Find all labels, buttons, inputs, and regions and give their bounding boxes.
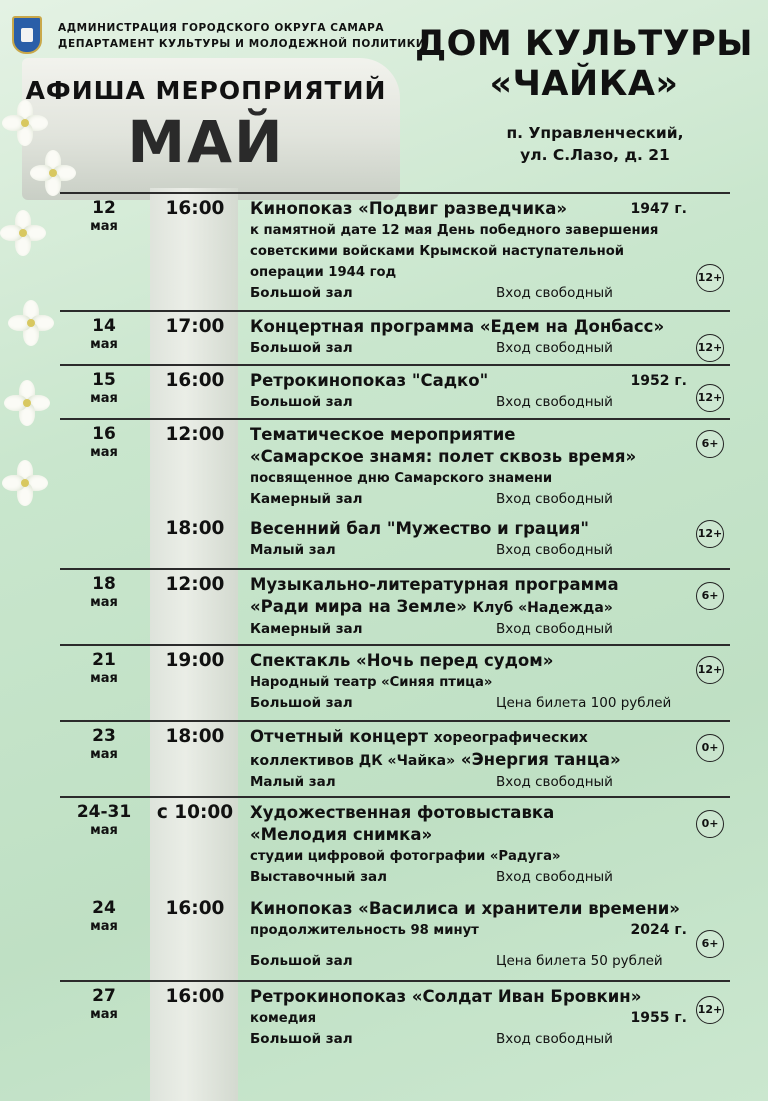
event-hall: Большой зал [250, 695, 353, 711]
event-schedule [60, 192, 730, 1060]
event-title: Концертная программа «Едем на Донбасс» [250, 317, 665, 336]
age-rating-badge: 12+ [696, 656, 724, 684]
event-description: советскими войсками Крымской наступательной [250, 244, 625, 259]
event-subtitle [250, 749, 695, 772]
event-year: 1947 г. [630, 201, 687, 217]
event-entry: Вход свободный [496, 491, 613, 507]
event-title: Ретрокинопоказ «Солдат Иван Бровкин» [250, 987, 642, 1006]
event-time: 16:00 [165, 370, 225, 391]
event-title-extra: хореографических [433, 730, 588, 746]
address-line1: п. Управленческий, [506, 124, 684, 142]
event-day: 21 [92, 650, 116, 670]
event-month: мая [90, 391, 118, 406]
afisha-title: АФИША МЕРОПРИЯТИЙ [25, 76, 387, 105]
age-rating-badge: 6+ [696, 930, 724, 958]
event-title [250, 370, 695, 392]
department-line: ДЕПАРТАМЕНТ КУЛЬТУРЫ И МОЛОДЕЖНОЙ ПОЛИТИКИ [58, 38, 426, 50]
event-title: Художественная фотовыставка [250, 803, 555, 822]
event-day: 15 [92, 370, 116, 390]
event-subtitle-text: «Энергия танца» [460, 750, 621, 769]
event-row [60, 644, 730, 720]
event-date [60, 650, 148, 688]
event-row [60, 514, 730, 568]
event-row [60, 418, 730, 514]
event-time: 16:00 [165, 898, 225, 919]
event-date [60, 726, 148, 764]
event-hall: Большой зал [250, 1031, 353, 1047]
event-hall: Камерный зал [250, 491, 363, 507]
event-subtitle [250, 596, 695, 619]
venue-title-line1: ДОМ КУЛЬТУРЫ [414, 24, 754, 64]
jasmine-flower-icon [4, 380, 50, 426]
event-description: посвященное дню Самарского знамени [250, 471, 553, 486]
event-title: Кинопоказ «Василиса и хранители времени» [250, 899, 680, 918]
event-row [60, 796, 730, 894]
event-month: мая [90, 919, 118, 934]
event-title: Спектакль «Ночь перед судом» [250, 651, 554, 670]
venue-title-line2: «ЧАЙКА» [489, 64, 679, 104]
event-date [60, 802, 148, 840]
event-title: Музыкально-литературная программа [250, 575, 619, 594]
jasmine-flower-icon [0, 210, 46, 256]
event-footer [250, 338, 695, 359]
event-month: мая [90, 823, 118, 838]
event-footer [250, 540, 695, 561]
event-description: операции 1944 год [250, 265, 397, 280]
address-line2: ул. С.Лазо, д. 21 [520, 146, 670, 164]
event-title: Тематическое мероприятие [250, 425, 516, 444]
event-title-text: Ретрокинопоказ "Садко" [250, 371, 489, 390]
event-title-text: Кинопоказ «Подвиг разведчика» [250, 199, 568, 218]
event-entry: Вход свободный [496, 774, 613, 790]
event-month: мая [90, 219, 118, 234]
event-time: 18:00 [165, 726, 225, 747]
event-footer [250, 867, 695, 888]
event-subtitle: «Мелодия снимка» [250, 825, 433, 844]
event-footer [250, 489, 695, 510]
event-year: 1955 г. [630, 1010, 687, 1026]
jasmine-flower-icon [2, 460, 48, 506]
event-entry: Вход свободный [496, 542, 613, 558]
event-day: 14 [92, 316, 116, 336]
event-description: Народный театр «Синяя птица» [250, 675, 493, 690]
event-description-text: продолжительность 98 минут [250, 923, 479, 938]
event-footer [250, 693, 695, 714]
event-subtitle-text: «Ради мира на Земле» [250, 597, 467, 616]
event-month: мая [90, 445, 118, 460]
event-row [60, 720, 730, 796]
event-day: 18 [92, 574, 116, 594]
event-row [60, 192, 730, 310]
event-row [60, 980, 730, 1060]
event-time: 17:00 [165, 316, 225, 337]
event-hall: Камерный зал [250, 621, 363, 637]
administration-header [58, 20, 426, 52]
event-entry: Вход свободный [496, 340, 613, 356]
event-time: 18:00 [165, 518, 225, 539]
event-description [250, 1008, 695, 1029]
event-entry: Вход свободный [496, 1031, 613, 1047]
event-entry: Вход свободный [496, 621, 613, 637]
age-rating-badge: 12+ [696, 996, 724, 1024]
event-date [60, 424, 148, 462]
event-date [60, 198, 148, 236]
event-entry: Цена билета 100 рублей [496, 695, 672, 711]
event-year: 1952 г. [630, 373, 687, 389]
event-day: 24-31 [76, 802, 132, 822]
event-footer [250, 619, 695, 640]
event-footer [250, 392, 695, 413]
event-hall: Большой зал [250, 340, 353, 356]
event-month: мая [90, 747, 118, 762]
event-date [60, 986, 148, 1024]
event-time: 19:00 [165, 650, 225, 671]
event-date [60, 370, 148, 408]
event-month: мая [90, 671, 118, 686]
event-time: 16:00 [165, 986, 225, 1007]
jasmine-flower-icon [8, 300, 54, 346]
venue-address [450, 122, 740, 166]
event-subtitle-pre: коллективов ДК «Чайка» [250, 753, 456, 769]
event-footer [250, 1029, 695, 1050]
event-title-text: Отчетный концерт [250, 727, 429, 746]
age-rating-badge: 12+ [696, 384, 724, 412]
samara-emblem-icon [12, 16, 42, 54]
admin-line: АДМИНИСТРАЦИЯ ГОРОДСКОГО ОКРУГА САМАРА [58, 22, 385, 34]
event-day: 23 [92, 726, 116, 746]
event-club: Клуб «Надежда» [472, 600, 613, 616]
event-row [60, 894, 730, 980]
event-month: мая [90, 595, 118, 610]
event-time: 12:00 [165, 574, 225, 595]
age-rating-badge: 12+ [696, 264, 724, 292]
event-day: 16 [92, 424, 116, 444]
event-day: 24 [92, 898, 116, 918]
age-rating-badge: 12+ [696, 520, 724, 548]
event-title [250, 726, 695, 749]
age-rating-badge: 6+ [696, 430, 724, 458]
event-title: Весенний бал "Мужество и грация" [250, 519, 589, 538]
age-rating-badge: 12+ [696, 334, 724, 362]
event-entry: Вход свободный [496, 394, 613, 410]
event-hall: Большой зал [250, 285, 353, 301]
age-rating-badge: 0+ [696, 810, 724, 838]
event-month: мая [90, 337, 118, 352]
month-title: МАЙ [127, 108, 285, 176]
event-hall: Большой зал [250, 394, 353, 410]
event-time: 16:00 [165, 198, 225, 219]
event-date [60, 898, 148, 936]
event-description [250, 920, 695, 941]
event-year: 2024 г. [630, 922, 687, 938]
event-day: 12 [92, 198, 116, 218]
age-rating-badge: 0+ [696, 734, 724, 762]
event-hall: Большой зал [250, 953, 353, 969]
event-footer [250, 951, 695, 972]
event-description-text: комедия [250, 1011, 317, 1026]
event-entry: Вход свободный [496, 285, 613, 301]
event-date [60, 574, 148, 612]
event-title [250, 198, 695, 220]
event-time: с 10:00 [156, 802, 234, 823]
event-day: 27 [92, 986, 116, 1006]
event-row [60, 310, 730, 364]
event-row [60, 364, 730, 418]
event-entry: Цена билета 50 рублей [496, 953, 663, 969]
event-description: к памятной дате 12 мая День победного завершения [250, 223, 659, 238]
event-time: 12:00 [165, 424, 225, 445]
event-hall: Малый зал [250, 774, 336, 790]
event-subtitle: «Самарское знамя: полет сквозь время» [250, 447, 637, 466]
event-date [60, 316, 148, 354]
event-hall: Выставочный зал [250, 869, 388, 885]
venue-title [404, 24, 764, 104]
age-rating-badge: 6+ [696, 582, 724, 610]
event-row [60, 568, 730, 644]
event-month: мая [90, 1007, 118, 1022]
event-footer [250, 772, 695, 793]
event-entry: Вход свободный [496, 869, 613, 885]
event-footer [250, 283, 695, 304]
event-description: студии цифровой фотографии «Радуга» [250, 849, 561, 864]
event-hall: Малый зал [250, 542, 336, 558]
